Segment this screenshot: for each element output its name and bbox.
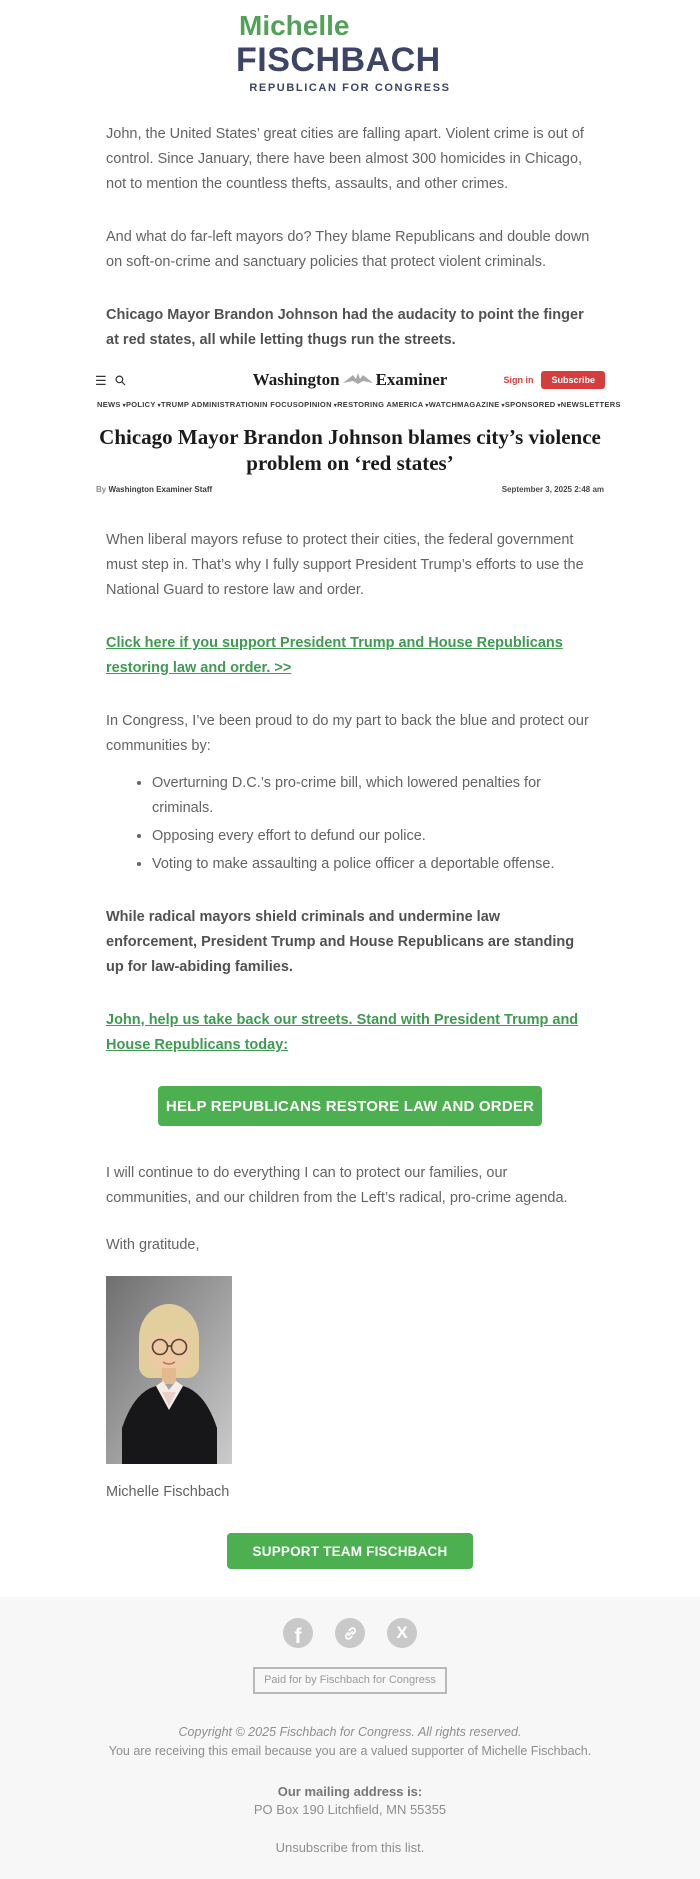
nav-item-in-focus: IN FOCUS [259, 400, 299, 409]
paragraph-johnson-bold: Chicago Mayor Brandon Johnson had the audacity to point the finger at red states, all while letting thugs run the streets. [106, 307, 584, 348]
nav-item-news: NEWS ▾ [97, 400, 126, 409]
news-article-screenshot[interactable] [95, 367, 621, 500]
examiner-menu-group [95, 374, 126, 387]
examiner-nav-bar [95, 400, 621, 415]
signature-name: Michelle Fischbach [106, 1484, 230, 1500]
sign-in-link: Sign in [503, 375, 534, 385]
article-date: September 3, 2025 2:48 am [501, 485, 604, 494]
email-footer [0, 1597, 700, 1879]
candidate-photo [106, 1276, 232, 1464]
examiner-account-group [503, 371, 605, 389]
logo-first-name: Michelle [239, 10, 350, 41]
campaign-logo [236, 0, 464, 96]
nav-item-trump-administration: TRUMP ADMINISTRATION [161, 400, 260, 409]
paragraph-intro: John, the United States’ great cities are falling apart. Violent crime is out of control. Since January, there have been almost 300 homicides in Chicago, not to mention the countless thefts, assaults, and other crimes. [106, 126, 584, 192]
nav-item-watch: WATCH [428, 400, 458, 409]
paid-for-disclaimer: Paid for by Fischbach for Congress [253, 1667, 447, 1694]
mailing-address: PO Box 190 Litchfield, MN 55355 [253, 1802, 447, 1817]
logo-last-name: FISCHBACH [236, 41, 441, 79]
paragraph-congress: In Congress, I’ve been proud to do my part to back the blue and protect our communities by: [106, 713, 589, 754]
closing-salutation: With gratitude, [106, 1237, 200, 1253]
article-byline: By Washington Examiner Staff [96, 485, 213, 494]
x-twitter-icon[interactable]: X [387, 1618, 417, 1648]
search-icon [115, 375, 126, 386]
paragraph-federal: When liberal mayors refuse to protect their cities, the federal government must step in. That’s why I fully support President Trump’s efforts to use the National Guard to restore law and order. [106, 532, 584, 598]
article-headline: Chicago Mayor Brandon Johnson blames city’s violence problem on ‘red states’ [99, 425, 601, 475]
receiving-reason-text: You are receiving this email because you are a valued supporter of Michelle Fischbach. [108, 1744, 592, 1758]
accomplishments-list [106, 771, 594, 877]
social-icons-row [0, 1597, 700, 1648]
link-icon[interactable] [335, 1618, 365, 1648]
paragraph-closing: I will continue to do everything I can to protect our families, our communities, and our children from the Left’s radical, pro-crime agenda. [106, 1165, 568, 1206]
list-item: • Overturning D.C.’s pro-crime bill, which lowered penalties for criminals. [152, 771, 594, 821]
paragraph-mayors: And what do far-left mayors do? They blame Republicans and double down on soft-on-crime and sanctuary policies that protect violent criminals. [106, 229, 590, 270]
facebook-icon[interactable]: f [283, 1618, 313, 1648]
nav-item-newsletters: NEWSLETTERS [560, 400, 621, 409]
copyright-text: Copyright © 2025 Fischbach for Congress. All rights reserved. [178, 1725, 522, 1739]
mailing-address-label: Our mailing address is: [277, 1784, 423, 1799]
support-link-1[interactable]: Click here if you support President Trump and House Republicans restoring law and order. >> [106, 635, 563, 676]
masthead-word-right: Examiner [375, 370, 448, 389]
eagle-logo-icon [343, 370, 373, 390]
examiner-top-bar [95, 367, 605, 393]
support-team-button[interactable]: SUPPORT TEAM FISCHBACH [227, 1533, 473, 1569]
support-link-2[interactable]: John, help us take back our streets. Stand with President Trump and House Republicans today: [106, 1012, 579, 1053]
nav-item-policy: POLICY ▾ [126, 400, 161, 409]
nav-item-restoring-america: RESTORING AMERICA ▾ [337, 400, 429, 409]
list-item: • Opposing every effort to defund our police. [152, 824, 594, 849]
list-item: • Voting to make assaulting a police officer a deportable offense. [152, 852, 594, 877]
masthead-word-left: Washington [252, 370, 340, 389]
article-meta-row [95, 485, 605, 500]
subscribe-button: Subscribe [541, 371, 605, 389]
nav-item-magazine: MAGAZINE ▾ [457, 400, 505, 409]
paragraph-radical-bold: While radical mayors shield criminals and undermine law enforcement, President Trump and House Republicans are standing up for law-abiding families. [106, 909, 575, 975]
hamburger-menu-icon: ☰ [95, 372, 107, 388]
nav-item-sponsored: SPONSORED ▾ [505, 400, 561, 409]
restore-law-and-order-button[interactable]: HELP REPUBLICANS RESTORE LAW AND ORDER [158, 1086, 542, 1126]
nav-item-opinion: OPINION ▾ [298, 400, 337, 409]
unsubscribe-link[interactable]: Unsubscribe from this list. [275, 1840, 425, 1855]
logo-tagline: REPUBLICAN FOR CONGRESS [249, 82, 451, 94]
